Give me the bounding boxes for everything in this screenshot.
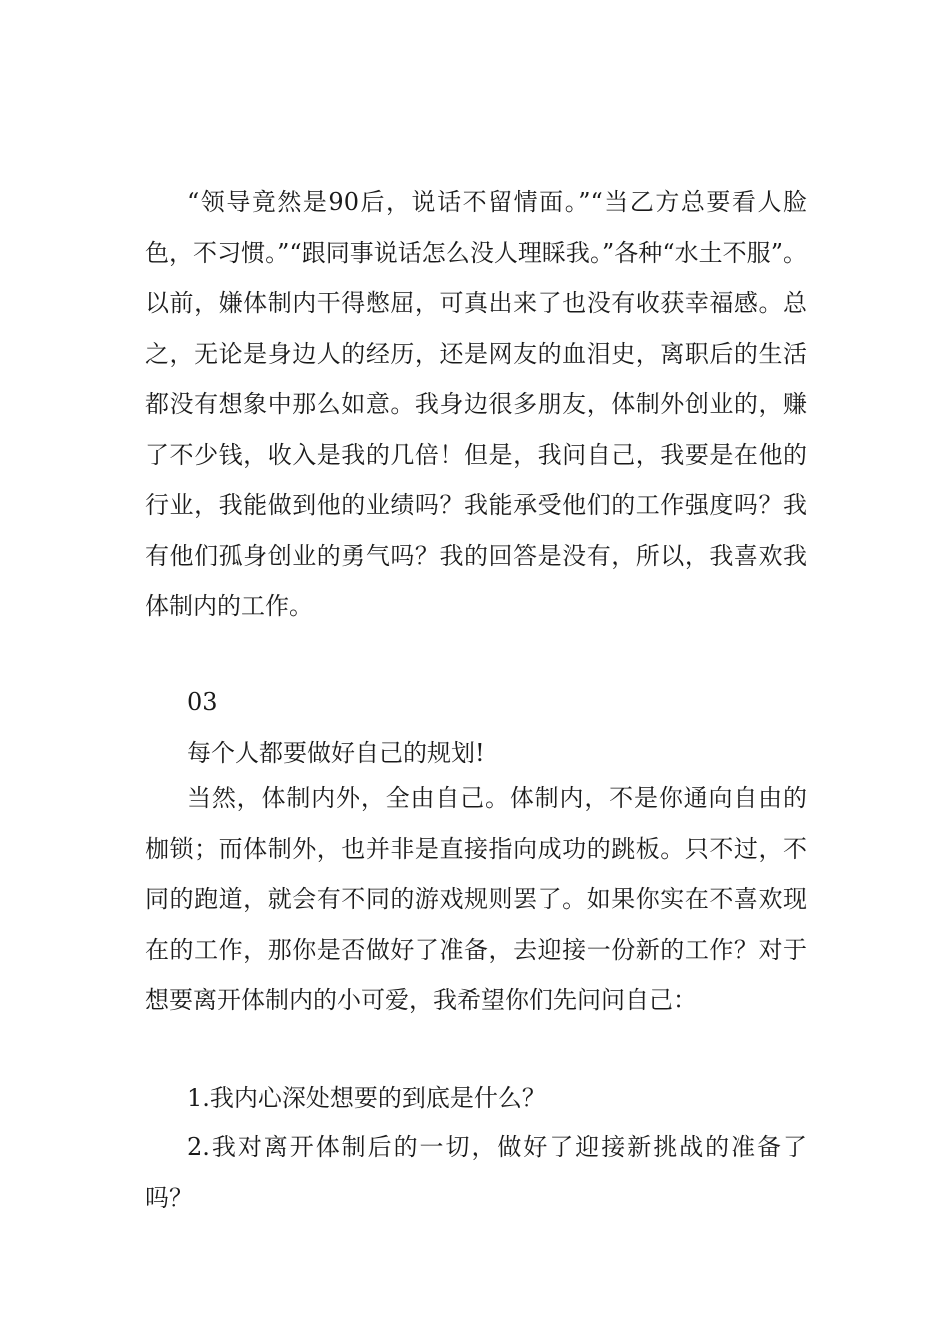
question-2: 2.我对离开体制后的一切，做好了迎接新挑战的准备了吗？ [145, 1133, 807, 1212]
section-title: 每个人都要做好自己的规划! [187, 739, 485, 767]
section-number: 03 [187, 688, 218, 716]
body-paragraph-2: 当然，体制内外，全由自己。体制内，不是你通向自由的枷锁；而体制外，也并非是直接指向成功的跳板。只不过，不同的跑道，就会有不同的游戏规则罢了。如果你实在不喜欢现在的工作，那你是否做好了准备，去迎接一份新的工作？对于想要离开体制内的小可爱，我希望你们先问问自己： [145, 784, 807, 1014]
body-paragraph-1: “领导竟然是90后，说话不留情面。”“当乙方总要看人脸色，不习惯。”“跟同事说话怎么没人理睬我。”各种“水土不服”。以前，嫌体制内干得憋屈，可真出来了也没有收获幸福感。总之，无论是身边人的经历，还是网友的血泪史，离职后的生活都没有想象中那么如意。我身边很多朋友，体制外创业的，赚了不少钱，收入是我的几倍！但是，我问自己，我要是在他的行业，我能做到他的业绩吗？我能承受他们的工作强度吗？我有他们孤身创业的勇气吗？我的回答是没有，所以，我喜欢我体制内的工作。 [145, 188, 807, 620]
question-1: 1.我内心深处想要的到底是什么？ [187, 1084, 546, 1112]
